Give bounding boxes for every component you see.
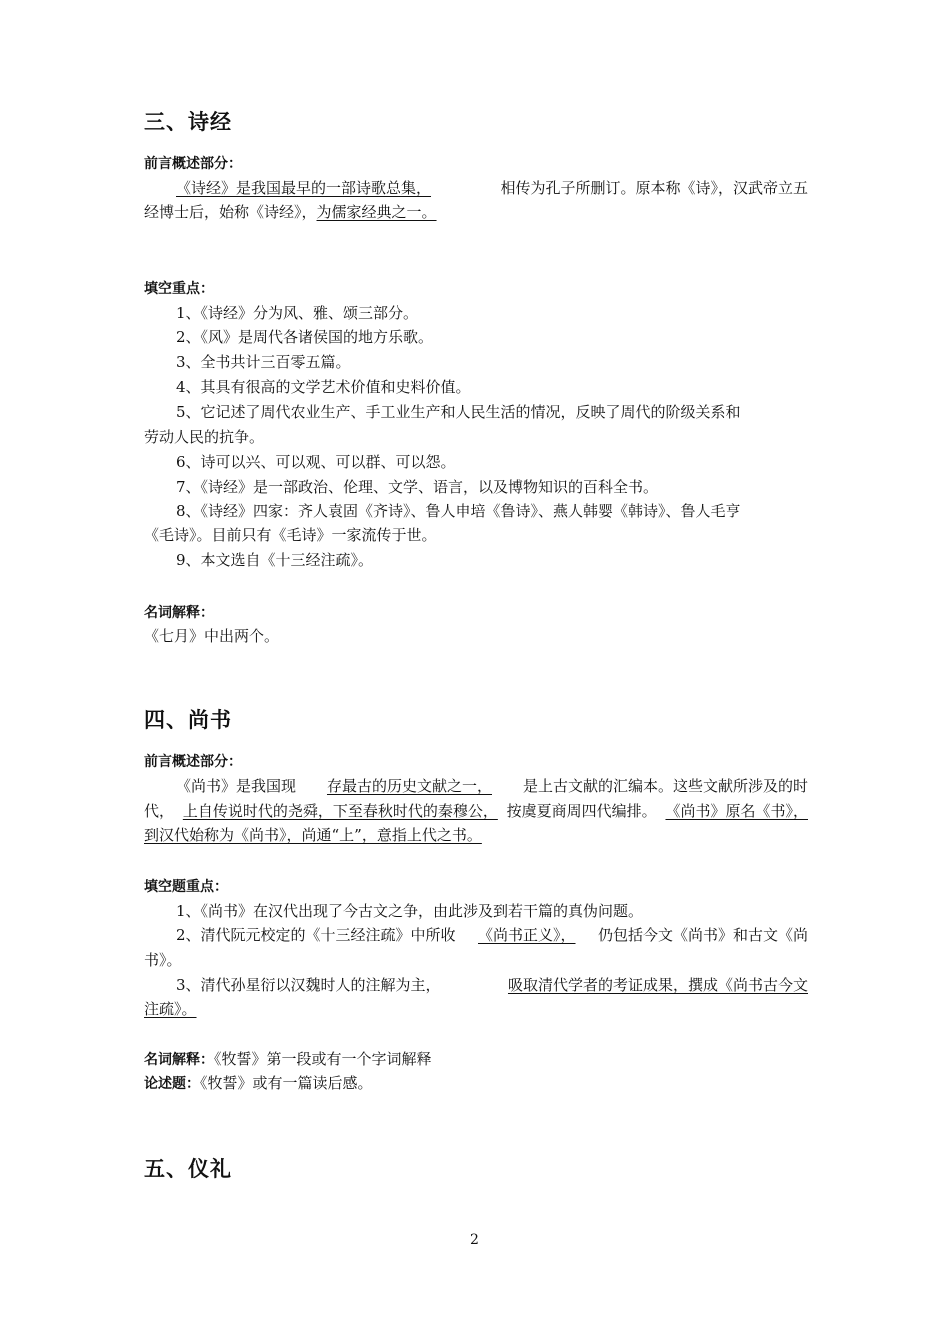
list-item-continuation: 《毛诗》。目前只有《毛诗》一家流传于世。 <box>144 526 437 544</box>
essay-label-shangshu: 论述题： <box>144 1076 200 1092</box>
shangshu-preface-line-2 <box>144 800 808 822</box>
term-row-shangshu <box>144 1048 432 1071</box>
underlined-text: 存最古的历史文献之一， <box>326 777 492 795</box>
body-text: 是上古文献的汇编本。这些文献所涉及的时 <box>522 777 808 795</box>
underlined-text: 注疏》。 <box>144 1000 197 1018</box>
underlined-text: 《诗经》是我国最早的一部诗歌总集， <box>176 179 432 197</box>
list-item: 9、本文选自《十三经注疏》。 <box>176 551 374 569</box>
body-text: 代， <box>144 802 175 820</box>
section-heading-shangshu: 四、尚书 <box>144 708 232 732</box>
underlined-text: 到汉代始称为《尚书》，尚通“上”，意指上代之书。 <box>144 826 482 844</box>
list-item: 6、诗可以兴、可以观、可以群、可以怨。 <box>176 453 456 471</box>
section-heading-shijing: 三、诗经 <box>144 110 232 134</box>
list-item: 1、《尚书》在汉代出现了今古文之争，由此涉及到若干篇的真伪问题。 <box>176 902 644 920</box>
body-text: 仍包括今文《尚书》和古文《尚 <box>597 926 808 944</box>
list-item: 7、《诗经》是一部政治、伦理、文学、语言，以及博物知识的百科全书。 <box>176 478 659 496</box>
list-item: 3、全书共计三百零五篇。 <box>176 353 351 371</box>
list-item <box>176 974 808 996</box>
term-text-shangshu: 《牧誓》第一段或有一个字词解释 <box>214 1050 432 1068</box>
term-label-shijing: 名词解释： <box>144 605 214 621</box>
body-text: 2、清代阮元校定的《十三经注疏》中所收 <box>176 926 456 944</box>
shangshu-preface-line-1 <box>176 775 808 797</box>
term-label-shangshu: 名词解释： <box>144 1052 214 1068</box>
body-text: 3、清代孙星衍以汉魏时人的注解为主， <box>176 976 441 994</box>
section-heading-yili: 五、仪礼 <box>144 1157 232 1181</box>
underlined-text: 吸取清代学者的考证成果，撰成《尚书古今文 <box>507 976 808 994</box>
underlined-text: 为儒家经典之一。 <box>316 203 437 221</box>
shijing-preface-line-2 <box>144 201 437 223</box>
fill-label-shangshu: 填空题重点： <box>144 879 228 895</box>
list-item: 8、《诗经》四家：齐人袁固《齐诗》、鲁人申培《鲁诗》、燕人韩婴《韩诗》、鲁人毛亨 <box>176 502 741 520</box>
fill-label-shijing: 填空重点： <box>144 281 214 297</box>
body-text: 《尚书》是我国现 <box>176 777 297 795</box>
list-item: 2、《风》是周代各诸侯国的地方乐歌。 <box>176 328 434 346</box>
list-item: 5、它记述了周代农业生产、手工业生产和人民生活的情况，反映了周代的阶级关系和 <box>176 403 741 421</box>
essay-row-shangshu <box>144 1072 373 1095</box>
preface-label-shijing: 前言概述部分： <box>144 156 242 172</box>
list-item: 1、《诗经》分为风、雅、颂三部分。 <box>176 304 419 322</box>
term-text-shijing: 《七月》中出两个。 <box>144 627 280 645</box>
shijing-preface-line-1 <box>176 177 808 199</box>
body-text: 经博士后，始称《诗经》， <box>144 203 317 221</box>
preface-label-shangshu: 前言概述部分： <box>144 754 242 770</box>
underlined-text: 《尚书正义》， <box>478 926 576 944</box>
list-item-continuation: 劳动人民的抗争。 <box>144 428 265 446</box>
list-item <box>176 924 808 946</box>
body-text: 按虞夏商周四代编排。 <box>506 802 657 820</box>
body-text: 相传为孔子所删订。原本称《诗》，汉武帝立五 <box>500 179 808 197</box>
list-item-continuation: 书》。 <box>144 951 182 969</box>
underlined-text: 《尚书》原名《书》， <box>665 802 808 820</box>
list-item: 4、其具有很高的文学艺术价值和史料价值。 <box>176 378 471 396</box>
underlined-text: 上自传说时代的尧舜，下至春秋时代的秦穆公， <box>182 802 498 820</box>
shangshu-preface-line-3 <box>144 824 482 846</box>
list-item-continuation <box>144 998 197 1020</box>
page-number: 2 <box>470 1232 479 1248</box>
essay-text-shangshu: 《牧誓》或有一篇读后感。 <box>200 1074 373 1092</box>
